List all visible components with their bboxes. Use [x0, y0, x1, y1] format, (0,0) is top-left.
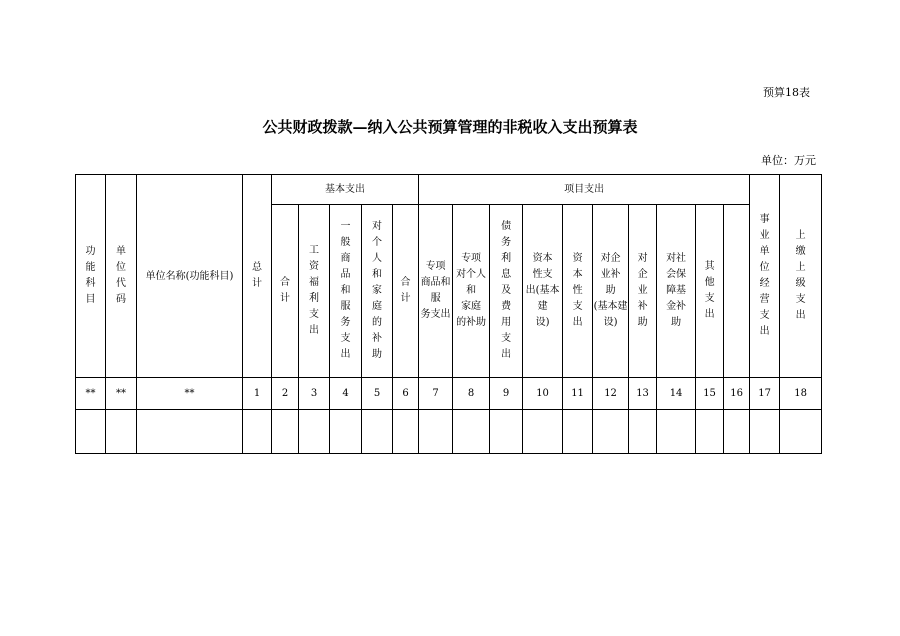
header-basic-wages: 工资福利支出 — [299, 205, 330, 378]
page-title: 公共财政拨款—纳入公共预算管理的非税收入支出预算表 — [262, 118, 638, 136]
column-number: ** — [137, 378, 243, 410]
column-number-row — [76, 378, 822, 410]
column-number: 7 — [419, 378, 453, 410]
header-func-subject: 功能科目 — [76, 175, 106, 378]
column-number: 6 — [393, 378, 419, 410]
column-number: 15 — [696, 378, 724, 410]
column-number: 1 — [243, 378, 272, 410]
table-cell — [490, 410, 523, 454]
column-number: ** — [76, 378, 106, 410]
column-number: 8 — [453, 378, 490, 410]
column-number: 5 — [362, 378, 393, 410]
column-number: 10 — [523, 378, 563, 410]
header-basic-goods: 一般商品和服务支出 — [330, 205, 362, 378]
table-cell — [106, 410, 137, 454]
column-number: 14 — [657, 378, 696, 410]
header-project-enterprise: 对企业补助 — [629, 205, 657, 378]
data-row-empty — [76, 410, 822, 454]
table-cell — [137, 410, 243, 454]
column-number: 18 — [780, 378, 822, 410]
column-number: ** — [106, 378, 137, 410]
header-row-top — [76, 175, 822, 205]
header-project-capital-construction: 资本 性支 出(基本建 设) — [523, 205, 563, 378]
table-cell — [724, 410, 750, 454]
column-number: 2 — [272, 378, 299, 410]
table-cell — [362, 410, 393, 454]
table-cell — [629, 410, 657, 454]
table-cell — [453, 410, 490, 454]
column-number: 11 — [563, 378, 593, 410]
table-cell — [563, 410, 593, 454]
header-unit-code: 单位代码 — [106, 175, 137, 378]
column-number: 9 — [490, 378, 523, 410]
budget-table — [75, 174, 822, 454]
header-unit-name: 单位名称(功能科目) — [137, 175, 243, 378]
column-number: 3 — [299, 378, 330, 410]
header-basic-subtotal: 合计 — [272, 205, 299, 378]
table-cell — [76, 410, 106, 454]
header-project-group: 项目支出 — [419, 175, 750, 205]
header-remit-higher: 上缴上级支出 — [780, 175, 822, 378]
header-enterprise-unit: 事业单位经营支出 — [750, 175, 780, 378]
header-project-goods: 专项 商品和服 务支出 — [419, 205, 453, 378]
table-cell — [393, 410, 419, 454]
form-number: 预算18表 — [763, 86, 810, 99]
header-basic-household: 对个人和家庭的补助 — [362, 205, 393, 378]
header-project-debt: 债务利息及费用支出 — [490, 205, 523, 378]
table-cell — [657, 410, 696, 454]
header-basic-group: 基本支出 — [272, 175, 419, 205]
header-project-capital: 资本性支出 — [563, 205, 593, 378]
column-number: 17 — [750, 378, 780, 410]
table-cell — [696, 410, 724, 454]
table-cell — [419, 410, 453, 454]
header-project-other: 其他支出 — [696, 205, 724, 378]
unit-label: 单位：万元 — [761, 154, 816, 167]
table-cell — [330, 410, 362, 454]
header-project-social-security: 对社 会保 障基 金补 助 — [657, 205, 696, 378]
column-number: 4 — [330, 378, 362, 410]
table-cell — [750, 410, 780, 454]
header-project-subtotal: 合计 — [393, 205, 419, 378]
header-total: 总计 — [243, 175, 272, 378]
table-cell — [780, 410, 822, 454]
header-project-enterprise-construction: 对企 业补 助 (基本建 设) — [593, 205, 629, 378]
column-number: 13 — [629, 378, 657, 410]
column-number: 16 — [724, 378, 750, 410]
table-cell — [272, 410, 299, 454]
table-cell — [243, 410, 272, 454]
table-cell — [299, 410, 330, 454]
header-project-household: 专项 对个人和 家庭 的补助 — [453, 205, 490, 378]
table-cell — [593, 410, 629, 454]
table-cell — [523, 410, 563, 454]
column-number: 12 — [593, 378, 629, 410]
